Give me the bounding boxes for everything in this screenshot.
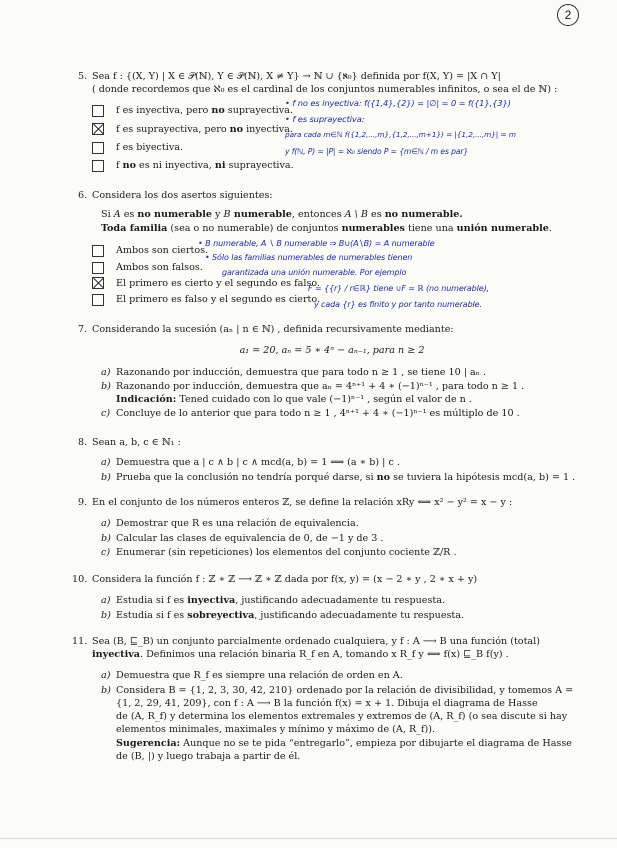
q5-handwriting-line4: y f(ℕ, P) = |P| = ℵ₀ siendo P = {m∈ℕ / m es par} (285, 147, 469, 156)
q8-number: 8. (78, 437, 88, 448)
q7-number: 7. (78, 324, 88, 335)
page-bottom-edge (0, 838, 617, 839)
q5-number: 5. (78, 71, 88, 82)
q6-option3-label: El primero es cierto y el segundo es falso. (116, 278, 321, 289)
q6-handwriting-line4: F = {{r} / r∈ℝ} tiene ∪F = ℝ (no numerable), (308, 284, 490, 293)
q8-a-text: Demuestra que a | c ∧ b | c ∧ mcd(a, b) = 1 ⟹ (a ∗ b) | c . (116, 457, 400, 468)
q9-c-label: c) (101, 547, 111, 558)
q7-c-text: Concluye de lo anterior que para todo n ≥ 1 , 4ⁿ⁺¹ + 4 ∗ (−1)ⁿ⁻¹ es múltiplo de 10 . (116, 408, 520, 419)
q6-handwriting-line5: y cada {r} es finito y por tanto numerable. (314, 300, 482, 309)
q11-a-label: a) (101, 670, 111, 681)
q6-assertion2: Toda familia (sea o no numerable) de conjuntos numerables tiene una unión numerable. (101, 223, 552, 234)
q9-a-text: Demostrar que R es una relación de equivalencia. (116, 518, 359, 529)
page-number: 2 (557, 4, 579, 26)
q7-recurrence-formula: a₁ = 20, aₙ = 5 ∗ 4ⁿ − aₙ₋₁, para n ≥ 2 (239, 345, 425, 356)
q5-option2-checkbox[interactable] (92, 123, 104, 135)
q6-handwriting-line1: • B numerable, A ∖ B numerable ⇒ B∪(A∖B) = A numerable (198, 238, 435, 248)
q9-b-label: b) (101, 533, 111, 544)
q6-number: 6. (78, 190, 88, 201)
q8-b-text: Prueba que la conclusión no tendría porqué darse, si no se tuviera la hipótesis mcd(a, b) = 1 . (116, 472, 576, 483)
q6-option4-label: El primero es falso y el segundo es cierto. (116, 294, 321, 305)
q10-b-label: b) (101, 610, 111, 621)
q5-option4-label: f no es ni inyectiva, ni suprayectiva. (116, 160, 294, 171)
q7-a-label: a) (101, 367, 111, 378)
q6-option4-checkbox[interactable] (92, 294, 104, 306)
q5-stem-line1: Sea f : {(X, Y) | X ∈ 𝒫(ℕ), Y ∈ 𝒫(ℕ), X ≠ Y} → ℕ ∪ {ℵ₀} definida por f(X, Y) = |X ∩ Y| (92, 71, 501, 82)
q5-option2-label: f es suprayectiva, pero no inyectiva. (116, 124, 293, 135)
q6-option3-checkbox[interactable] (92, 277, 104, 289)
q11-stem-line1: Sea (B, ⊑_B) un conjunto parcialmente ordenado cualquiera, y f : A ⟶ B una función (total) (92, 636, 540, 647)
q9-stem: En el conjunto de los números enteros ℤ, se define la relación xRy ⟺ x² − y² = x − y : (92, 497, 513, 508)
q6-option1-label: Ambos son ciertos. (116, 245, 209, 256)
q10-stem: Considera la función f : ℤ ∗ ℤ ⟶ ℤ ∗ ℤ dada por f(x, y) = (x − 2 ∗ y , 2 ∗ x + y) (92, 574, 478, 585)
q7-b-text: Razonando por inducción, demuestra que aₙ = 4ⁿ⁺¹ + 4 ∗ (−1)ⁿ⁻¹ , para todo n ≥ 1 . (116, 381, 525, 392)
q9-c-text: Enumerar (sin repeticiones) los elementos del conjunto cociente ℤ/R . (116, 547, 457, 558)
q11-b-line1: Considera B = {1, 2, 3, 30, 42, 210} ordenado por la relación de divisibilidad, y tomemos A = (116, 685, 574, 696)
q9-number: 9. (78, 497, 88, 508)
q5-handwriting-line3: para cada m∈ℕ f({1,2,...,m},{1,2,...,m+1}) = |{1,2,...,m}| = m (285, 130, 516, 139)
q10-a-text: Estudia si f es inyectiva, justificando adecuadamente tu respuesta. (116, 595, 446, 606)
q9-a-label: a) (101, 518, 111, 529)
q5-option3-label: f es biyectiva. (116, 142, 184, 153)
q11-suggestion-line2: de (B, |) y luego trabaja a partir de él. (116, 751, 301, 762)
q11-b-label: b) (101, 685, 111, 696)
q5-handwriting-line2: • f es suprayectiva: (285, 114, 365, 124)
q11-b-line4: elementos minimales, maximales y mínimo y máximo de (A, R_f)). (116, 724, 436, 735)
q5-stem-line2: ( donde recordemos que ℵ₀ es el cardinal de los conjuntos numerables infinitos, o sea el de ℕ) : (92, 84, 558, 95)
q6-handwriting-line3: garantizada una unión numerable. Por ejemplo (222, 268, 407, 277)
q7-a-text: Razonando por inducción, demuestra que para todo n ≥ 1 , se tiene 10 | aₙ . (116, 367, 487, 378)
q11-number: 11. (72, 636, 88, 647)
q7-b-label: b) (101, 381, 111, 392)
q8-stem: Sean a, b, c ∈ ℕ₁ : (92, 437, 181, 448)
q7-hint: Indicación: Tened cuidado con lo que vale (−1)ⁿ⁻¹ , según el valor de n . (116, 394, 472, 405)
q5-option3-checkbox[interactable] (92, 142, 104, 154)
q11-a-text: Demuestra que R_f es siempre una relación de orden en A. (116, 670, 403, 681)
q11-b-line2: {1, 2, 29, 41, 209}, con f : A ⟶ B la función f(x) = x + 1. Dibuja el diagrama de Hasse (116, 698, 538, 709)
q10-a-label: a) (101, 595, 111, 606)
q7-stem: Considerando la sucesión (aₙ | n ∈ ℕ) , definida recursivamente mediante: (92, 324, 454, 335)
q9-b-text: Calcular las clases de equivalencia de 0, de −1 y de 3 . (116, 533, 384, 544)
q10-b-text: Estudia si f es sobreyectiva, justificando adecuadamente tu respuesta. (116, 610, 465, 621)
q6-option2-label: Ambos son falsos. (116, 262, 203, 273)
q6-assertion1: Si A es no numerable y B numerable, entonces A \ B es no numerable. (101, 209, 463, 220)
q11-suggestion-line1: Sugerencia: Aunque no se te pida “entregarlo”, empieza por dibujarte el diagrama de Hasse (116, 738, 572, 749)
q5-option1-label: f es inyectiva, pero no suprayectiva. (116, 105, 293, 116)
q7-c-label: c) (101, 408, 111, 419)
q8-a-label: a) (101, 457, 111, 468)
q6-option1-checkbox[interactable] (92, 245, 104, 257)
q5-option1-checkbox[interactable] (92, 105, 104, 117)
q8-b-label: b) (101, 472, 111, 483)
q5-handwriting-line1: • f no es inyectiva: f({1,4},{2}) = |∅| = 0 = f({1},{3}) (285, 98, 511, 108)
q11-stem-line2: inyectiva. Definimos una relación binaria R_f en A, tomando x R_f y ⟺ f(x) ⊑_B f(y) . (92, 649, 509, 660)
q6-stem: Considera los dos asertos siguientes: (92, 190, 273, 201)
q6-handwriting-line2: • Sólo las familias numerables de numerables tienen (205, 253, 413, 262)
q11-b-line3: de (A, R_f) y determina los elementos extremales y extremos de (A, R_f) (o sea discute si hay (116, 711, 568, 722)
q10-number: 10. (72, 574, 88, 585)
q6-option2-checkbox[interactable] (92, 262, 104, 274)
q5-option4-checkbox[interactable] (92, 160, 104, 172)
